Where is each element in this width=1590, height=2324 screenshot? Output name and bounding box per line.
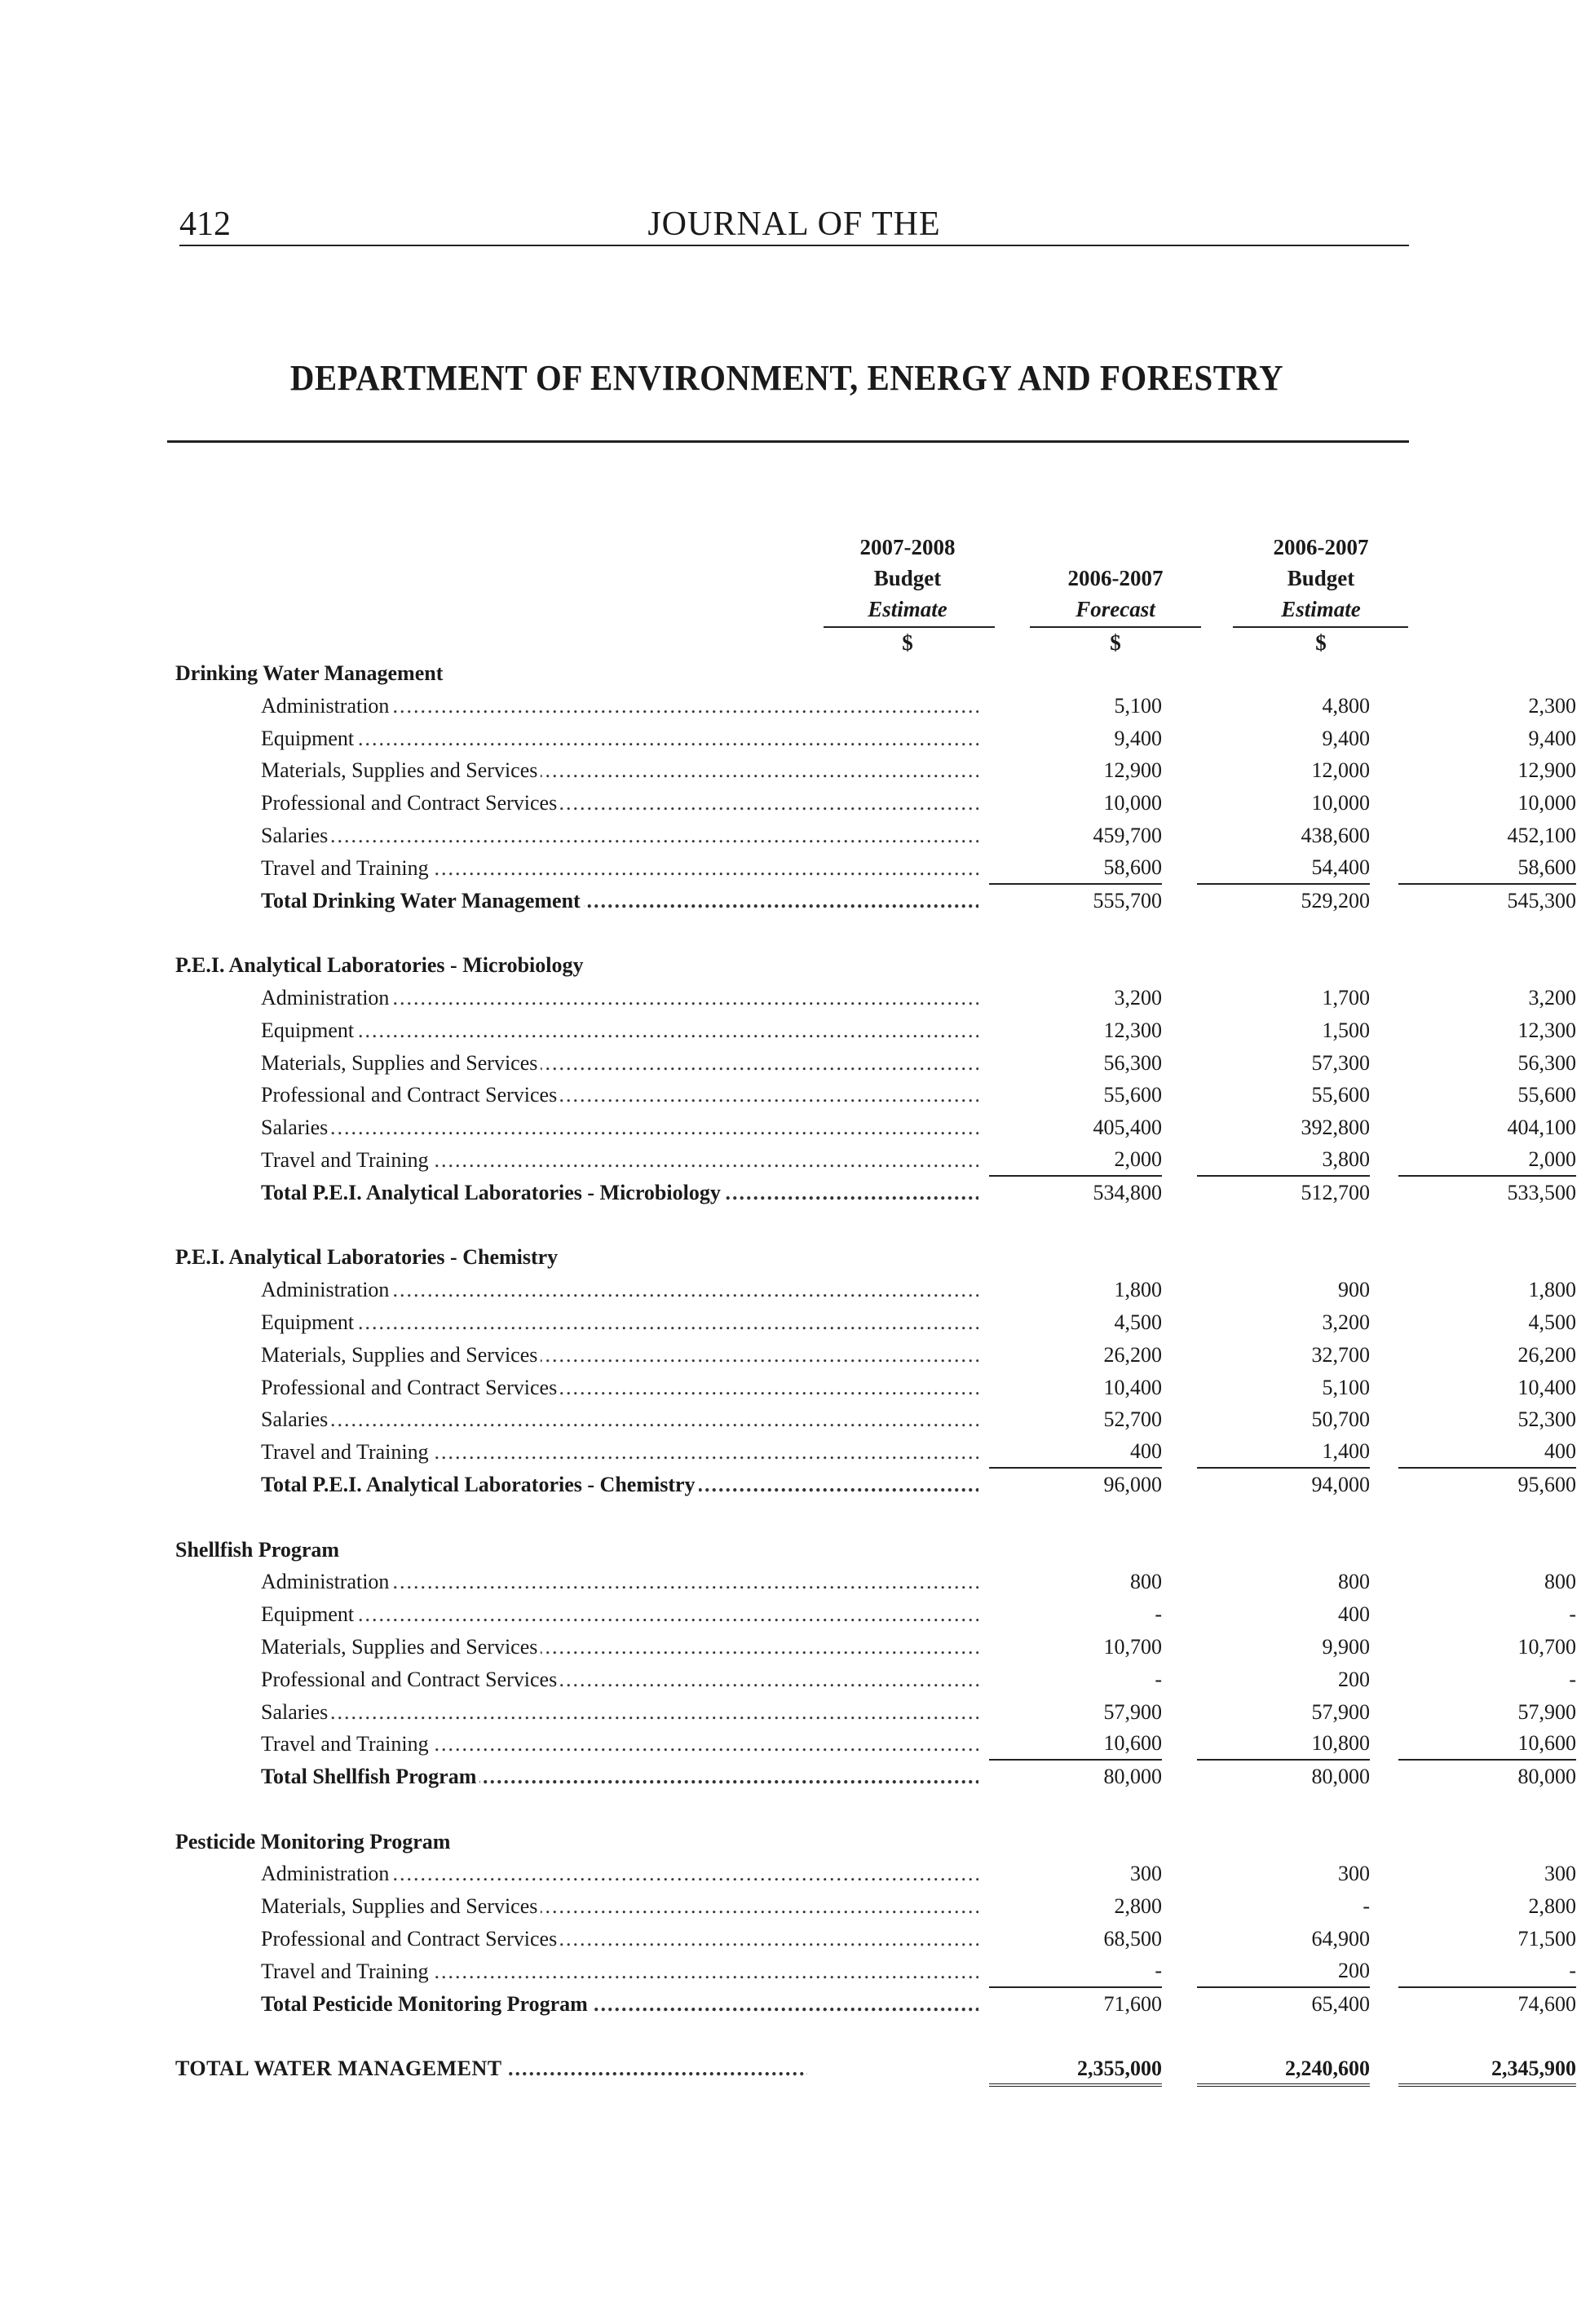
total-value: 533,500 xyxy=(1507,1180,1576,1204)
line-item-value: 10,400 xyxy=(1517,1375,1576,1399)
running-head: JOURNAL OF THE xyxy=(647,205,941,243)
line-item-row xyxy=(175,852,1576,885)
line-item-row xyxy=(175,1079,1576,1111)
line-item-label: Administration ..... xyxy=(261,690,978,722)
line-item-row xyxy=(175,1728,1576,1761)
column-heading-line: Budget xyxy=(1287,566,1355,590)
line-item-label: Travel and Training ..... xyxy=(261,1436,978,1469)
section-spacer xyxy=(175,1793,1415,1826)
line-item-value: 56,300 xyxy=(1103,1050,1162,1075)
line-item-label: Administration ..... xyxy=(261,1566,978,1598)
department-title: DEPARTMENT OF ENVIRONMENT, ENERGY AND FORESTRY xyxy=(289,358,1284,398)
page-number: 412 xyxy=(179,205,231,243)
line-item-label: Travel and Training ..... xyxy=(261,852,978,885)
section-heading: P.E.I. Analytical Laboratories - Chemistry xyxy=(175,1245,559,1270)
line-item-label: Professional and Contract Services ..... xyxy=(261,1372,978,1404)
total-value: 94,000 xyxy=(1311,1472,1370,1496)
total-label: Total P.E.I. Analytical Laboratories - Chemistry ..... xyxy=(261,1469,978,1501)
line-item-value: 12,300 xyxy=(1517,1018,1576,1042)
line-item-label: Salaries ..... xyxy=(261,1111,978,1144)
title-rule xyxy=(167,440,1409,443)
line-item-value: 2,800 xyxy=(1528,1894,1576,1919)
line-item-value: 64,900 xyxy=(1311,1927,1370,1951)
line-item-value: 800 xyxy=(1130,1570,1162,1594)
line-item-row xyxy=(175,1306,1576,1339)
line-item-row xyxy=(175,1274,1576,1306)
line-item-value: 5,100 xyxy=(1114,693,1162,718)
total-value: 80,000 xyxy=(1517,1765,1576,1789)
line-item-label: Materials, Supplies and Services ..... xyxy=(261,1890,978,1923)
column-heading-line: Estimate xyxy=(868,597,947,621)
line-item-value: 300 xyxy=(1338,1862,1370,1886)
line-item-value: 300 xyxy=(1544,1862,1576,1886)
line-item-value: 10,000 xyxy=(1103,791,1162,815)
line-item-value: 900 xyxy=(1338,1278,1370,1302)
line-item-label: Materials, Supplies and Services ..... xyxy=(261,1339,978,1372)
line-item-value: 68,500 xyxy=(1103,1927,1162,1951)
line-item-value: 392,800 xyxy=(1301,1116,1370,1140)
line-item-value: 56,300 xyxy=(1517,1050,1576,1075)
line-item-value: 50,700 xyxy=(1311,1407,1370,1432)
line-item-row xyxy=(175,722,1576,755)
line-item-value: 57,300 xyxy=(1311,1050,1370,1075)
line-item-value: 800 xyxy=(1544,1570,1576,1594)
line-item-row xyxy=(175,1890,1576,1923)
column-unit: $ xyxy=(1110,630,1121,655)
line-item-label: Materials, Supplies and Services ..... xyxy=(261,1047,978,1080)
line-item-value: 55,600 xyxy=(1517,1083,1576,1107)
line-item-value: 1,400 xyxy=(1197,1436,1370,1469)
line-item-value: 10,700 xyxy=(1103,1634,1162,1659)
line-item-value: 2,800 xyxy=(1114,1894,1162,1919)
line-item-value: 2,000 xyxy=(989,1144,1162,1177)
total-row xyxy=(175,1988,1576,2021)
line-item-label: Administration ..... xyxy=(261,1858,978,1890)
line-item-label: Salaries ..... xyxy=(261,1403,978,1436)
line-item-value: 300 xyxy=(1130,1862,1162,1886)
line-item-row xyxy=(175,820,1576,852)
line-item-value: 3,200 xyxy=(1528,985,1576,1010)
line-item-label: Professional and Contract Services ..... xyxy=(261,1923,978,1955)
line-item-row xyxy=(175,1598,1576,1631)
line-item-value: 200 xyxy=(1197,1955,1370,1988)
total-label: Total Pesticide Monitoring Program ..... xyxy=(261,1988,978,2021)
line-item-label: Administration ..... xyxy=(261,982,978,1014)
line-item-label: Salaries ..... xyxy=(261,1696,978,1729)
line-item-value: 1,800 xyxy=(1528,1278,1576,1302)
line-item-value: 26,200 xyxy=(1103,1342,1162,1367)
line-item-value: - xyxy=(1363,1894,1370,1919)
section-spacer xyxy=(175,917,1415,949)
line-item-label: Travel and Training ..... xyxy=(261,1144,978,1177)
line-item-value: 9,900 xyxy=(1322,1634,1370,1659)
line-item-value: 1,800 xyxy=(1114,1278,1162,1302)
line-item-value: 1,700 xyxy=(1322,985,1370,1010)
line-item-value: 452,100 xyxy=(1507,823,1576,847)
line-item-row xyxy=(175,1436,1576,1469)
line-item-value: 405,400 xyxy=(1093,1116,1162,1140)
column-heading-line: Estimate xyxy=(1281,597,1361,621)
line-item-row xyxy=(175,982,1576,1014)
line-item-value: - xyxy=(1155,1667,1162,1691)
total-value: 80,000 xyxy=(1103,1765,1162,1789)
total-row xyxy=(175,1177,1576,1209)
section-heading: Pesticide Monitoring Program xyxy=(175,1829,451,1853)
line-item-value: 58,600 xyxy=(989,852,1162,885)
line-item-value: 200 xyxy=(1338,1667,1370,1691)
line-item-value: 404,100 xyxy=(1507,1116,1576,1140)
line-item-row xyxy=(175,754,1576,787)
line-item-row xyxy=(175,1403,1576,1436)
line-item-row xyxy=(175,1339,1576,1372)
line-item-value: 71,500 xyxy=(1517,1927,1576,1951)
column-heading-line: 2007-2008 xyxy=(859,535,956,559)
line-item-value: 438,600 xyxy=(1301,823,1370,847)
section-heading: P.E.I. Analytical Laboratories - Microbiology xyxy=(175,953,584,978)
line-item-value: 1,500 xyxy=(1322,1018,1370,1042)
column-heading-2006-2007-forecast xyxy=(1034,532,1197,625)
page-header xyxy=(179,204,1409,246)
line-item-value: 9,400 xyxy=(1528,726,1576,750)
total-value: 65,400 xyxy=(1311,1991,1370,2016)
line-item-value: 12,900 xyxy=(1517,758,1576,783)
line-item-label: Travel and Training ..... xyxy=(261,1728,978,1761)
column-heading-2007-2008-budget xyxy=(826,532,989,625)
column-heading-line: Forecast xyxy=(1075,597,1155,621)
column-unit: $ xyxy=(1315,630,1327,655)
line-item-value: 10,800 xyxy=(1197,1728,1370,1761)
line-item-value: 52,700 xyxy=(1103,1407,1162,1432)
line-item-value: 55,600 xyxy=(1311,1083,1370,1107)
line-item-label: Administration ..... xyxy=(261,1274,978,1306)
line-item-value: 400 xyxy=(1338,1602,1370,1627)
line-item-value: 52,300 xyxy=(1517,1407,1576,1432)
line-item-row xyxy=(175,787,1576,820)
line-item-value: 3,800 xyxy=(1197,1144,1370,1177)
line-item-row xyxy=(175,1014,1576,1047)
line-item-value: - xyxy=(1569,1602,1576,1627)
grand-total-label: TOTAL WATER MANAGEMENT ..... xyxy=(175,2051,807,2087)
line-item-value: 10,600 xyxy=(1398,1728,1576,1761)
line-item-value: 4,500 xyxy=(1114,1310,1162,1334)
line-item-value: 400 xyxy=(1398,1436,1576,1469)
line-item-label: Equipment ..... xyxy=(261,1598,978,1631)
column-heading-2006-2007-budget xyxy=(1239,532,1402,625)
line-item-label: Professional and Contract Services ..... xyxy=(261,1079,978,1111)
line-item-row xyxy=(175,1858,1576,1890)
line-item-value: 57,900 xyxy=(1311,1699,1370,1724)
total-value: 555,700 xyxy=(1093,888,1162,912)
grand-total-value: 2,355,000 xyxy=(989,2051,1162,2087)
line-item-value: - xyxy=(1569,1667,1576,1691)
line-item-row xyxy=(175,1923,1576,1955)
line-item-value: - xyxy=(1398,1955,1576,1988)
line-item-value: 459,700 xyxy=(1093,823,1162,847)
column-unit: $ xyxy=(902,630,913,655)
line-item-value: 800 xyxy=(1338,1570,1370,1594)
total-value: 534,800 xyxy=(1093,1180,1162,1204)
line-item-value: 57,900 xyxy=(1517,1699,1576,1724)
line-item-label: Materials, Supplies and Services ..... xyxy=(261,754,978,787)
line-item-value: 12,000 xyxy=(1311,758,1370,783)
line-item-label: Travel and Training ..... xyxy=(261,1955,978,1988)
line-item-value: 57,900 xyxy=(1103,1699,1162,1724)
line-item-label: Equipment ..... xyxy=(261,722,978,755)
section-heading: Drinking Water Management xyxy=(175,661,444,685)
total-label: Total P.E.I. Analytical Laboratories - Microbiology ..... xyxy=(261,1177,978,1209)
line-item-value: 55,600 xyxy=(1103,1083,1162,1107)
column-heading-line: Budget xyxy=(873,566,942,590)
line-item-value: 12,300 xyxy=(1103,1018,1162,1042)
line-item-row xyxy=(175,1144,1576,1177)
line-item-value: 9,400 xyxy=(1322,726,1370,750)
line-item-label: Materials, Supplies and Services ..... xyxy=(261,1631,978,1663)
line-item-value: 400 xyxy=(989,1436,1162,1469)
line-item-value: 5,100 xyxy=(1322,1375,1370,1399)
total-label: Total Drinking Water Management ..... xyxy=(261,885,978,917)
total-value: 96,000 xyxy=(1103,1472,1162,1496)
line-item-value: 32,700 xyxy=(1311,1342,1370,1367)
line-item-value: - xyxy=(989,1955,1162,1988)
total-value: 529,200 xyxy=(1301,888,1370,912)
line-item-row xyxy=(175,1696,1576,1729)
line-item-value: 9,400 xyxy=(1114,726,1162,750)
grand-total-value: 2,345,900 xyxy=(1398,2051,1576,2087)
line-item-value: 10,000 xyxy=(1311,791,1370,815)
line-item-label: Salaries ..... xyxy=(261,820,978,852)
line-item-value: 10,700 xyxy=(1517,1634,1576,1659)
grand-total-value: 2,240,600 xyxy=(1197,2051,1370,2087)
line-item-row xyxy=(175,1047,1576,1080)
line-item-value: 10,400 xyxy=(1103,1375,1162,1399)
line-item-row xyxy=(175,1372,1576,1404)
line-item-value: 58,600 xyxy=(1398,852,1576,885)
total-value: 95,600 xyxy=(1517,1472,1576,1496)
total-value: 71,600 xyxy=(1103,1991,1162,2016)
section-heading: Shellfish Program xyxy=(175,1537,340,1562)
total-value: 512,700 xyxy=(1301,1180,1370,1204)
line-item-label: Equipment ..... xyxy=(261,1014,978,1047)
line-item-value: 4,500 xyxy=(1528,1310,1576,1334)
line-item-row xyxy=(175,1111,1576,1144)
line-item-row xyxy=(175,690,1576,722)
line-item-value: 4,800 xyxy=(1322,693,1370,718)
line-item-label: Professional and Contract Services ..... xyxy=(261,787,978,820)
line-item-value: - xyxy=(1155,1602,1162,1627)
line-item-value: 3,200 xyxy=(1114,985,1162,1010)
total-value: 545,300 xyxy=(1507,888,1576,912)
total-row xyxy=(175,1469,1576,1501)
line-item-value: 3,200 xyxy=(1322,1310,1370,1334)
total-label: Total Shellfish Program ..... xyxy=(261,1761,978,1793)
line-item-value: 2,000 xyxy=(1398,1144,1576,1177)
line-item-value: 10,600 xyxy=(989,1728,1162,1761)
line-item-value: 54,400 xyxy=(1197,852,1370,885)
budget-table xyxy=(175,657,1576,2020)
line-item-value: 12,900 xyxy=(1103,758,1162,783)
line-item-value: 10,000 xyxy=(1517,791,1576,815)
section-spacer xyxy=(175,1501,1415,1534)
line-item-row xyxy=(175,1566,1576,1598)
line-item-row xyxy=(175,1631,1576,1663)
line-item-label: Equipment ..... xyxy=(261,1306,978,1339)
line-item-label: Professional and Contract Services ..... xyxy=(261,1663,978,1696)
total-value: 80,000 xyxy=(1311,1765,1370,1789)
grand-total-row xyxy=(175,2051,1576,2087)
line-item-row xyxy=(175,1955,1576,1988)
total-row xyxy=(175,885,1576,917)
total-row xyxy=(175,1761,1576,1793)
total-value: 74,600 xyxy=(1517,1991,1576,2016)
line-item-row xyxy=(175,1663,1576,1696)
section-spacer xyxy=(175,1209,1415,1242)
column-heading-line: 2006-2007 xyxy=(1273,535,1369,559)
column-heading-line xyxy=(1034,532,1197,563)
line-item-value: 26,200 xyxy=(1517,1342,1576,1367)
line-item-value: 2,300 xyxy=(1528,693,1576,718)
column-heading-line: 2006-2007 xyxy=(1067,566,1164,590)
